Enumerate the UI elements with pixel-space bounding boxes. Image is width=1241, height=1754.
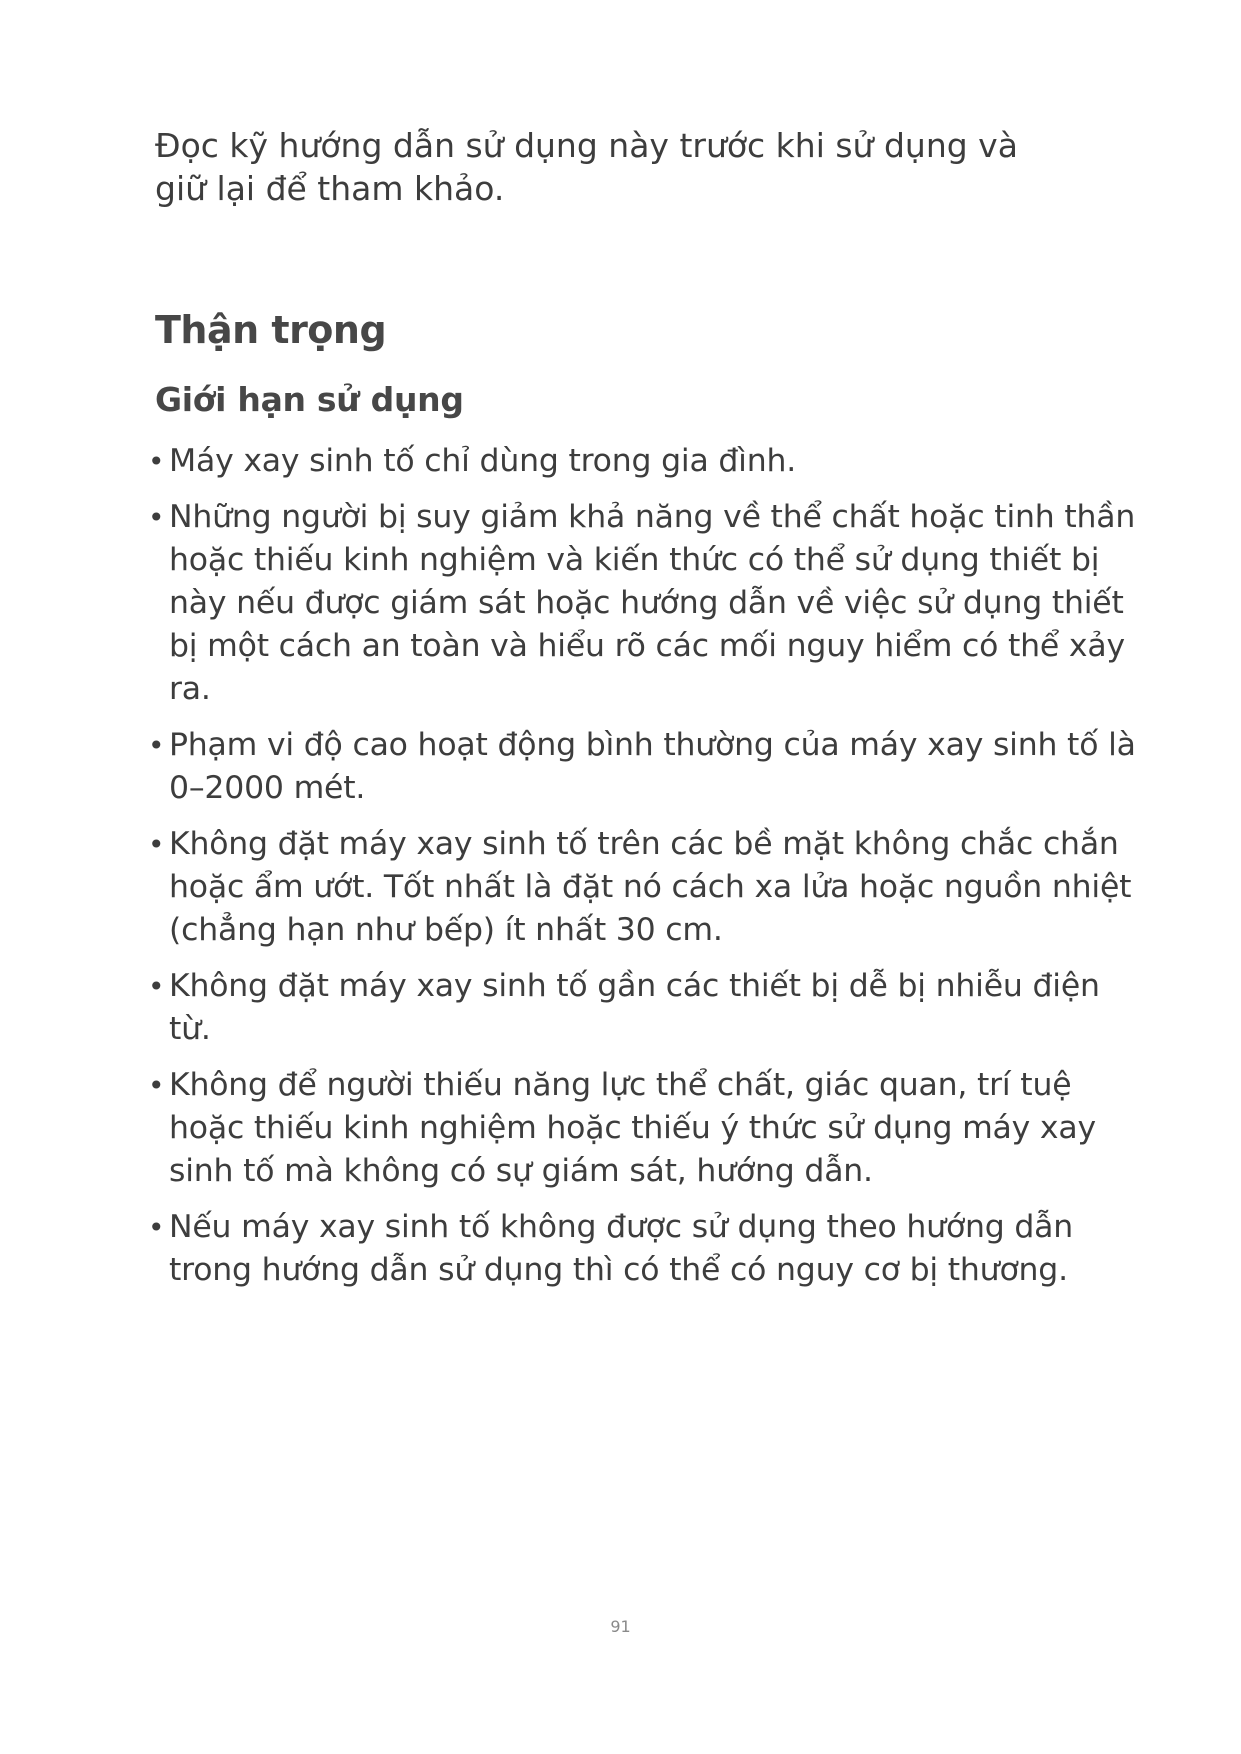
list-item [148,724,1138,810]
list-item-text: Máy xay sinh tố chỉ dùng trong gia đình. [169,443,797,479]
list-item [148,1064,1138,1193]
list-item [148,496,1138,711]
list-item-text: Không để người thiếu năng lực thể chất, giác quan, trí tuệ hoặc thiếu kinh nghiệm hoặc thiếu ý thức sử dụng máy xay sinh tố mà không có sự giám sát, hướng dẫn. [169,1067,1096,1189]
bullet-icon: • [148,828,165,861]
list-item-text: Nếu máy xay sinh tố không được sử dụng theo hướng dẫn trong hướng dẫn sử dụng thì có thể có nguy cơ bị thương. [169,1209,1074,1288]
bullet-icon: • [148,1211,165,1244]
bullet-icon: • [148,501,165,534]
bullet-icon: • [148,729,165,762]
list-item-text: Không đặt máy xay sinh tố trên các bề mặt không chắc chắn hoặc ẩm ướt. Tốt nhất là đặt nó cách xa lửa hoặc nguồn nhiệt (chẳng hạn như bếp) ít nhất 30 cm. [169,826,1132,948]
list-item [148,823,1138,952]
bullet-icon: • [148,970,165,1003]
page-number: 91 [610,1617,631,1636]
list-item [148,965,1138,1051]
list-item-text: Những người bị suy giảm khả năng về thể chất hoặc tinh thần hoặc thiếu kinh nghiệm và kiến thức có thể sử dụng thiết bị này nếu được giám sát hoặc hướng dẫn về việc sử dụng thiết bị một cách an toàn và hiểu rõ các mối nguy hiểm có thể xảy ra. [169,499,1136,707]
list-item-text: Phạm vi độ cao hoạt động bình thường của máy xay sinh tố là 0–2000 mét. [169,727,1136,806]
bullet-icon: • [148,1069,165,1102]
list-item [148,1206,1138,1292]
list-item [148,440,1138,483]
intro-text: Đọc kỹ hướng dẫn sử dụng này trước khi sử dụng và giữ lại để tham khảo. [155,126,1018,208]
bullet-icon: • [148,445,165,478]
usage-limits-list [148,440,1138,1305]
list-item-text: Không đặt máy xay sinh tố gần các thiết bị dễ bị nhiễu điện từ. [169,968,1100,1047]
subsection-title: Giới hạn sử dụng [155,380,464,419]
section-title: Thận trọng [155,308,387,352]
